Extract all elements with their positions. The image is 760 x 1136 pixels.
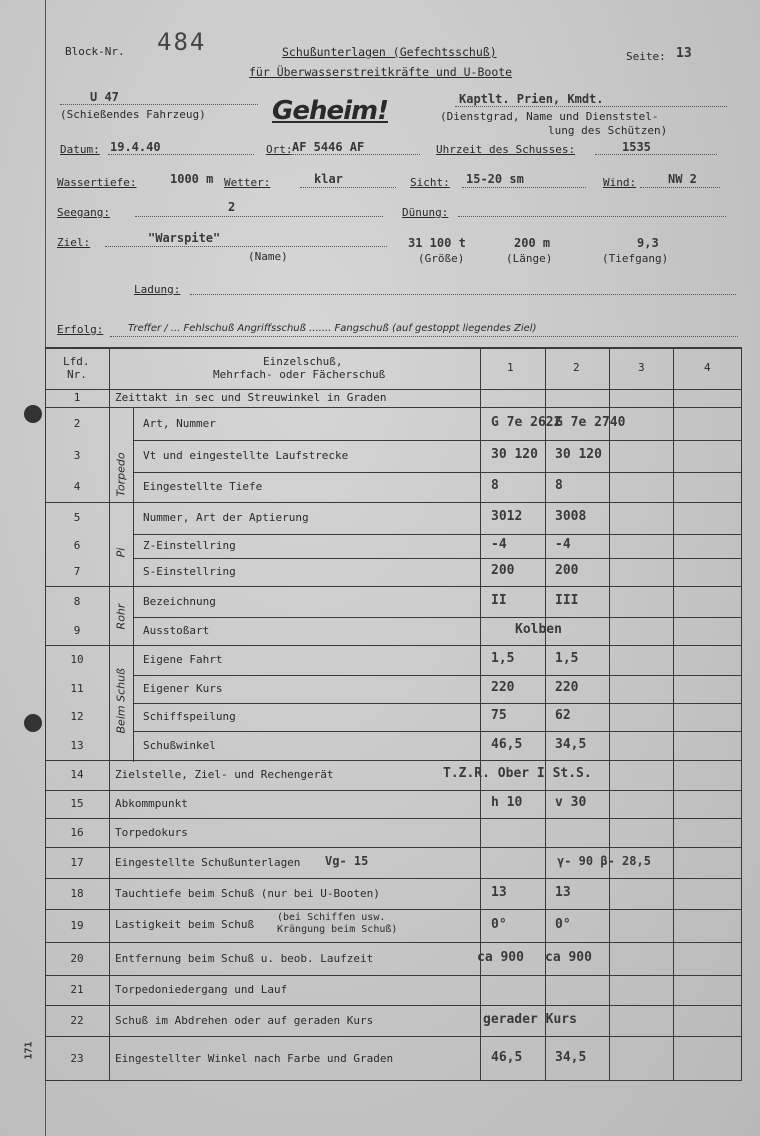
- shot-2-value: γ- 90 β- 28,5: [557, 854, 651, 868]
- row-number: 19: [70, 919, 84, 932]
- row-label: Eigener Kurs: [143, 682, 223, 695]
- erfolg-line: [110, 336, 738, 337]
- row-number: 6: [73, 539, 81, 552]
- ziel-label: Ziel:: [57, 236, 91, 249]
- shot-2-value: 200: [555, 563, 579, 578]
- row-label: Art, Nummer: [143, 417, 216, 430]
- block-number: 484: [157, 28, 207, 56]
- vessel-label: (Schießendes Fahrzeug): [60, 108, 206, 121]
- wind-value: NW 2: [668, 172, 697, 186]
- datum-value: 19.4.40: [110, 140, 161, 154]
- uhrzeit-line: [595, 154, 717, 155]
- row-number: 12: [70, 710, 84, 723]
- row-number: 3: [73, 449, 81, 462]
- shot-1-value: gerader Kurs: [483, 1012, 577, 1027]
- wetter-line: [300, 187, 396, 188]
- shot-2-value: 3008: [555, 509, 587, 524]
- row-number: 23: [70, 1052, 84, 1065]
- wassertiefe-value: 1000 m: [170, 172, 214, 186]
- ladung-line: [190, 294, 736, 295]
- row-label: Zielstelle, Ziel- und Rechengerät: [115, 768, 334, 781]
- shot-1-value: 8: [491, 478, 499, 493]
- row-label: Schuß im Abdrehen oder auf geraden Kurs: [115, 1014, 374, 1027]
- ort-label: Ort:: [266, 143, 293, 156]
- row-divider: [133, 440, 742, 441]
- shot-1-value: II: [491, 593, 507, 608]
- row-number: 21: [70, 983, 84, 996]
- row-label: Eigene Fahrt: [143, 653, 223, 666]
- row-divider: [45, 760, 742, 761]
- row-number: 4: [73, 480, 81, 493]
- row-divider: [45, 818, 742, 819]
- row-label: S-Einstellring: [143, 565, 236, 578]
- wind-label: Wind:: [603, 176, 637, 189]
- row-divider: [133, 675, 742, 676]
- row-number: 17: [70, 856, 84, 869]
- row-number: 13: [70, 739, 84, 752]
- shot-1-value: 220: [491, 680, 515, 695]
- shot-2-value: 30 120: [555, 447, 602, 462]
- geheim-stamp: Geheim!: [272, 96, 388, 126]
- shooter-label-2: lung des Schützen): [548, 124, 668, 137]
- shot-1-value: 75: [491, 708, 507, 723]
- row-divider: [45, 942, 742, 943]
- datum-line: [108, 154, 254, 155]
- wind-line: [640, 187, 720, 188]
- seegang-value: 2: [228, 200, 236, 214]
- row-divider: [45, 1005, 742, 1006]
- vessel-value: U 47: [90, 90, 119, 104]
- row-label: Schiffspeilung: [143, 710, 236, 723]
- col-head-3: 3: [638, 361, 645, 374]
- ort-value: AF 5446 AF: [292, 140, 365, 154]
- row-label: Torpedokurs: [115, 826, 188, 839]
- row-label: Eingestellte Schußunterlagen: [115, 856, 301, 869]
- laenge-label: (Länge): [506, 252, 553, 265]
- shot-2-value: ca 900: [545, 950, 592, 965]
- shot-2-value: 1,5: [555, 651, 579, 666]
- shot-2-value: 220: [555, 680, 579, 695]
- shot-1-value: -4: [491, 537, 507, 552]
- laenge-value: 200 m: [514, 236, 551, 250]
- block-label: Block-Nr.: [65, 45, 125, 58]
- row-number: 9: [73, 624, 81, 637]
- row-label: Torpedoniedergang und Lauf: [115, 983, 288, 996]
- shot-1-value: 30 120: [491, 447, 538, 462]
- shot-2-value: 34,5: [555, 737, 587, 752]
- shot-1-value: Vg- 15: [325, 854, 369, 868]
- duenung-label: Dünung:: [402, 206, 449, 219]
- shot-data-table: [45, 347, 742, 1081]
- row-divider: [133, 558, 742, 559]
- shot-1-value: 46,5: [491, 1050, 523, 1065]
- row-divider: [45, 790, 742, 791]
- form-subtitle: für Überwasserstreitkräfte und U-Boote: [249, 65, 513, 79]
- shot-1-value: 200: [491, 563, 515, 578]
- row-label: Vt und eingestellte Laufstrecke: [143, 449, 349, 462]
- row-number: 20: [70, 952, 84, 965]
- row-label: Bezeichnung: [143, 595, 216, 608]
- row-number: 10: [70, 653, 84, 666]
- shot-1-value: 13: [491, 885, 507, 900]
- shot-2-value: G 7e 2740: [555, 415, 626, 430]
- uhrzeit-label: Uhrzeit des Schusses:: [436, 143, 576, 156]
- shot-1-value: 0°: [491, 917, 507, 932]
- shot-1-value: Kolben: [515, 622, 562, 637]
- group-label-pi: Pi: [114, 547, 128, 558]
- tiefgang-label: (Tiefgang): [602, 252, 669, 265]
- shot-1-value: h 10: [491, 795, 523, 810]
- group-label-beim-schuss: Beim Schuß: [114, 668, 128, 734]
- ladung-label: Ladung:: [134, 283, 181, 296]
- head-lfd-1: Lfd.: [63, 355, 90, 368]
- punch-hole-icon: [24, 405, 42, 423]
- row-divider: [133, 617, 742, 618]
- shot-2-value: 62: [555, 708, 571, 723]
- shot-2-value: -4: [555, 537, 571, 552]
- shot-1-value: 46,5: [491, 737, 523, 752]
- margin-note: 171: [23, 1041, 35, 1060]
- col-head-1: 1: [507, 361, 514, 374]
- group-label-torpedo: Torpedo: [114, 452, 128, 497]
- row-label-note-1: (bei Schiffen usw.: [277, 912, 386, 923]
- wassertiefe-label: Wassertiefe:: [57, 176, 137, 189]
- row-number: 16: [70, 826, 84, 839]
- seegang-label: Seegang:: [57, 206, 110, 219]
- row-label: Abkommpunkt: [115, 797, 188, 810]
- seegang-line: [135, 216, 383, 217]
- sicht-value: 15-20 sm: [466, 172, 524, 186]
- shot-2-value: 34,5: [555, 1050, 587, 1065]
- row-number: 5: [73, 511, 81, 524]
- tiefgang-value: 9,3: [637, 236, 659, 250]
- row-label: Tauchtiefe beim Schuß (nur bei U-Booten): [115, 887, 380, 900]
- groesse-label: (Größe): [418, 252, 465, 265]
- row-label: Entfernung beim Schuß u. beob. Laufzeit: [115, 952, 374, 965]
- row-divider: [45, 975, 742, 976]
- datum-label: Datum:: [60, 143, 100, 156]
- form-title: Schußunterlagen (Gefechtsschuß): [282, 45, 497, 59]
- shot-1-value: 1,5: [491, 651, 515, 666]
- shooter-label-1: (Dienstgrad, Name und Dienststel-: [440, 110, 659, 123]
- shooter-line: [455, 106, 727, 107]
- shot-1-value: ca 900: [477, 950, 524, 965]
- row-divider: [133, 703, 742, 704]
- row-number: 7: [73, 565, 81, 578]
- row-divider: [133, 534, 742, 535]
- row-number: 11: [70, 682, 84, 695]
- shooter-value: Kaptlt. Prien, Kmdt.: [459, 92, 604, 106]
- wetter-label: Wetter:: [224, 176, 271, 189]
- row-number: 18: [70, 887, 84, 900]
- row-number: 15: [70, 797, 84, 810]
- sicht-label: Sicht:: [410, 176, 450, 189]
- row-label: Nummer, Art der Aptierung: [143, 511, 309, 524]
- group-label-rohr: Rohr: [114, 603, 128, 630]
- row-number: 2: [73, 417, 81, 430]
- vessel-line: [60, 104, 258, 105]
- erfolg-label: Erfolg:: [57, 323, 104, 336]
- shot-1-value: G 7e 2622: [491, 415, 562, 430]
- row-number: 22: [70, 1014, 84, 1027]
- row-divider: [45, 502, 742, 503]
- row-label: Eingestellte Tiefe: [143, 480, 263, 493]
- row-number: 14: [70, 768, 84, 781]
- head-desc-2: Mehrfach- oder Fächerschuß: [213, 368, 386, 381]
- ziel-name-label: (Name): [248, 250, 288, 263]
- head-desc-1: Einzelschuß,: [263, 355, 343, 368]
- row-label: Ausstoßart: [143, 624, 210, 637]
- shot-2-value: v 30: [555, 795, 587, 810]
- groesse-value: 31 100 t: [408, 236, 466, 250]
- seite-label: Seite:: [626, 50, 666, 63]
- row-number: 1: [73, 391, 81, 404]
- shot-1-value: 3012: [491, 509, 523, 524]
- col-head-4: 4: [704, 361, 711, 374]
- head-lfd-2: Nr.: [67, 368, 87, 381]
- row-label: Zeittakt in sec und Streuwinkel in Graden: [115, 391, 387, 404]
- punch-hole-icon: [24, 714, 42, 732]
- row-label: Z-Einstellring: [143, 539, 236, 552]
- row-divider: [45, 847, 742, 848]
- row-divider: [133, 731, 742, 732]
- erfolg-options: Treffer / ... Fehlschuß Angriffsschuß ....... Fangschuß (auf gestoppt liegendes Ziel): [128, 323, 537, 334]
- row-divider: [45, 1036, 742, 1037]
- row-divider: [45, 909, 742, 910]
- row-label: Eingestellter Winkel nach Farbe und Graden: [115, 1052, 394, 1065]
- row-divider: [133, 472, 742, 473]
- ort-line: [290, 154, 420, 155]
- sicht-line: [462, 187, 586, 188]
- row-label-note-2: Krängung beim Schuß): [277, 924, 398, 935]
- row-label: Lastigkeit beim Schuß: [115, 918, 255, 931]
- shot-2-value: III: [555, 593, 579, 608]
- row-number: 8: [73, 595, 81, 608]
- row-label: Schußwinkel: [143, 739, 216, 752]
- uhrzeit-value: 1535: [622, 140, 651, 154]
- shot-2-value: 13: [555, 885, 571, 900]
- col-head-2: 2: [573, 361, 580, 374]
- wetter-value: klar: [314, 172, 343, 186]
- row-divider: [45, 586, 742, 587]
- header-divider: [45, 389, 742, 390]
- shot-2-value: 8: [555, 478, 563, 493]
- row-divider: [45, 407, 742, 408]
- row-divider: [45, 878, 742, 879]
- seite-value: 13: [676, 46, 692, 61]
- ziel-value: "Warspite": [148, 231, 221, 245]
- shot-1-value: T.Z.R. Ober I St.S.: [443, 766, 592, 781]
- ziel-line: [105, 246, 387, 247]
- duenung-line: [458, 216, 726, 217]
- shot-2-value: 0°: [555, 917, 571, 932]
- row-divider: [45, 645, 742, 646]
